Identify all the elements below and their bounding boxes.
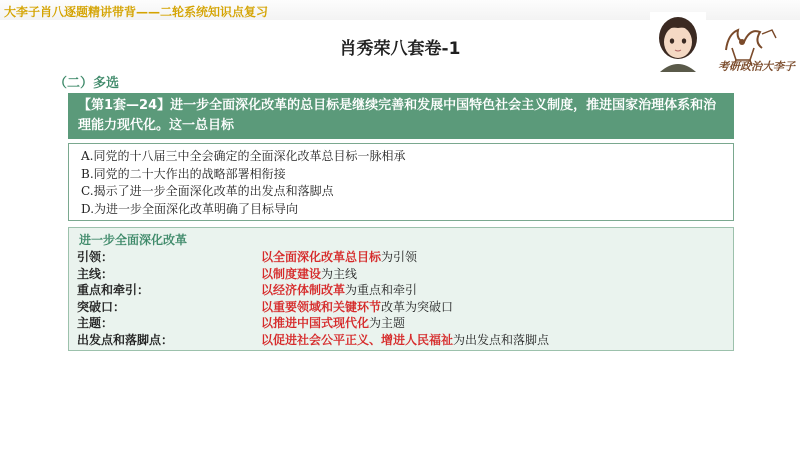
answer-highlight: 以经济体制改革 [261,283,346,298]
answer-row [77,266,733,283]
answer-row-post: 改革为突破口 [381,299,454,314]
question-box [68,93,734,139]
answer-highlight: 以制度建设 [261,266,322,281]
question-text: 【第1套—24】进一步全面深化改革的总目标是继续完善和发展中国特色社会主义制度，推进国家治理体系和治理能力现代化。这一总目标 [78,98,717,133]
answer-row [77,299,733,316]
answer-highlight: 以推进中国式现代化 [261,316,370,331]
answer-highlight: 以重要领域和关键环节 [261,299,382,314]
answer-title: 进一步全面深化改革 [79,233,188,247]
answer-row-value [261,266,357,283]
answer-row-key: 主题： [77,316,114,331]
options-box [68,143,734,221]
answer-row-post: 为引领 [381,250,418,264]
answer-row-post: 为主题 [369,316,406,331]
answer-row-value [261,249,417,266]
answer-row-post: 为主线 [321,266,358,281]
answer-row-key: 引领： [77,250,114,264]
answer-row-value [261,315,405,332]
answer-row-key: 突破口： [77,299,126,314]
answer-row [77,249,733,266]
answer-highlight: 以促进社会公平正义、增进人民福祉 [261,332,454,347]
brand-logo-text: 考研政治大李子 [718,60,795,73]
option-c: C.揭示了进一步全面深化改革的出发点和落脚点 [81,184,334,198]
answer-row-value [261,282,417,299]
answer-row [77,315,733,332]
section-label: （二）多选 [54,76,120,91]
answer-box [68,227,734,351]
answer-row [77,332,733,349]
answer-row-key: 出发点和落脚点： [77,332,174,347]
option-a: A.同党的十八届三中全会确定的全面深化改革总目标一脉相承 [81,149,406,163]
option-d: D.为进一步全面深化改革明确了目标导向 [81,201,299,216]
answer-row-value [261,299,453,316]
header-title: 大李子肖八逐题精讲带背——二轮系统知识点复习 [4,5,269,19]
answer-row-post: 为出发点和落脚点 [453,332,550,347]
page-title: 肖秀荣八套卷-1 [339,39,461,59]
answer-row [77,282,733,299]
answer-row-value [261,332,549,349]
option-b: B.同党的二十大作出的战略部署相衔接 [81,166,286,181]
answer-row-key: 重点和牵引： [77,283,150,298]
answer-highlight: 以全面深化改革总目标 [261,250,382,264]
answer-row-post: 为重点和牵引 [345,283,418,298]
answer-row-key: 主线： [77,266,114,281]
